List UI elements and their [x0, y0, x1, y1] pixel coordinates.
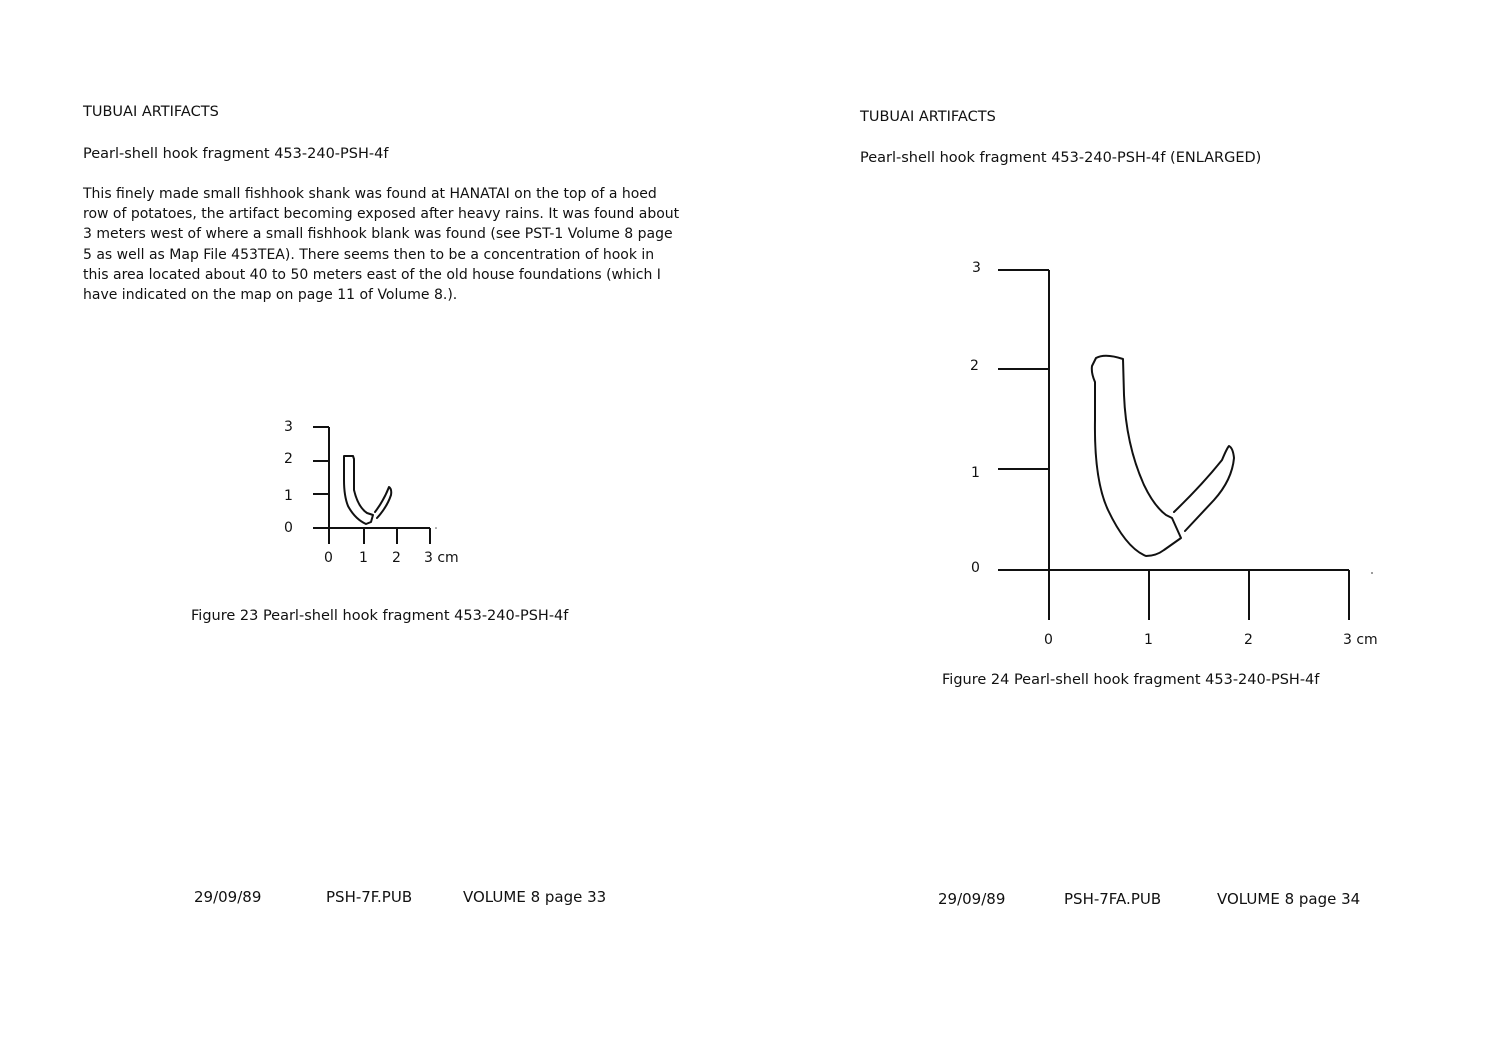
speck: [435, 527, 437, 529]
footer-date: 29/09/89: [194, 888, 262, 906]
description-paragraph: This finely made small fishhook shank was found at HANATAI on the top of a hoed row of potatoes, the artifact becoming exposed after heavy rains. It was found about 3 meters west of where a small fishhook blank was found (see PST-1 Volume 8 page 5 as well as Map File 453TEA). There seems then to be a concentration of hook in this area located about 40 to 50 meters east of the old house foundations (which I have indicated on the map on page 11 of Volume 8.).: [83, 186, 680, 304]
hook-point-outline: [375, 487, 391, 518]
section-title: TUBUAI ARTIFACTS: [83, 104, 219, 120]
speck: [1371, 572, 1373, 574]
hook-shank-outline: [344, 456, 373, 524]
y-tick-label: 2: [284, 451, 293, 467]
footer-file: PSH-7F.PUB: [326, 888, 413, 906]
footer-date: 29/09/89: [938, 890, 1006, 908]
x-tick-label: 1: [359, 550, 368, 566]
y-tick-label: 3: [972, 260, 981, 276]
item-title: Pearl-shell hook fragment 453-240-PSH-4f: [83, 146, 389, 162]
y-tick-label: 1: [971, 465, 980, 481]
hook-shank-outline: [1092, 356, 1181, 556]
footer-volume-page: VOLUME 8 page 33: [463, 888, 607, 906]
y-tick-label: 1: [284, 488, 293, 504]
y-tick-label: 0: [971, 560, 980, 576]
figure-caption: Figure 23 Pearl-shell hook fragment 453-240-PSH-4f: [191, 608, 569, 624]
y-tick-label: 2: [970, 358, 979, 374]
x-tick-label: 0: [1044, 632, 1053, 648]
footer-file: PSH-7FA.PUB: [1064, 890, 1162, 908]
x-tick-label: 1: [1144, 632, 1153, 648]
x-tick-label: 2: [1244, 632, 1253, 648]
figure-caption: Figure 24 Pearl-shell hook fragment 453-240-PSH-4f: [942, 672, 1320, 688]
x-tick-label: 2: [392, 550, 401, 566]
hook-point-outline: [1174, 446, 1234, 531]
x-tick-label: 3 cm: [424, 550, 459, 566]
y-tick-label: 3: [284, 419, 293, 435]
y-tick-label: 0: [284, 520, 293, 536]
section-title: TUBUAI ARTIFACTS: [860, 109, 996, 125]
right-page: [744, 0, 1488, 1052]
footer-volume-page: VOLUME 8 page 34: [1217, 890, 1361, 908]
item-title: Pearl-shell hook fragment 453-240-PSH-4f (ENLARGED): [860, 150, 1262, 166]
x-tick-label: 3 cm: [1343, 632, 1378, 648]
x-tick-label: 0: [324, 550, 333, 566]
